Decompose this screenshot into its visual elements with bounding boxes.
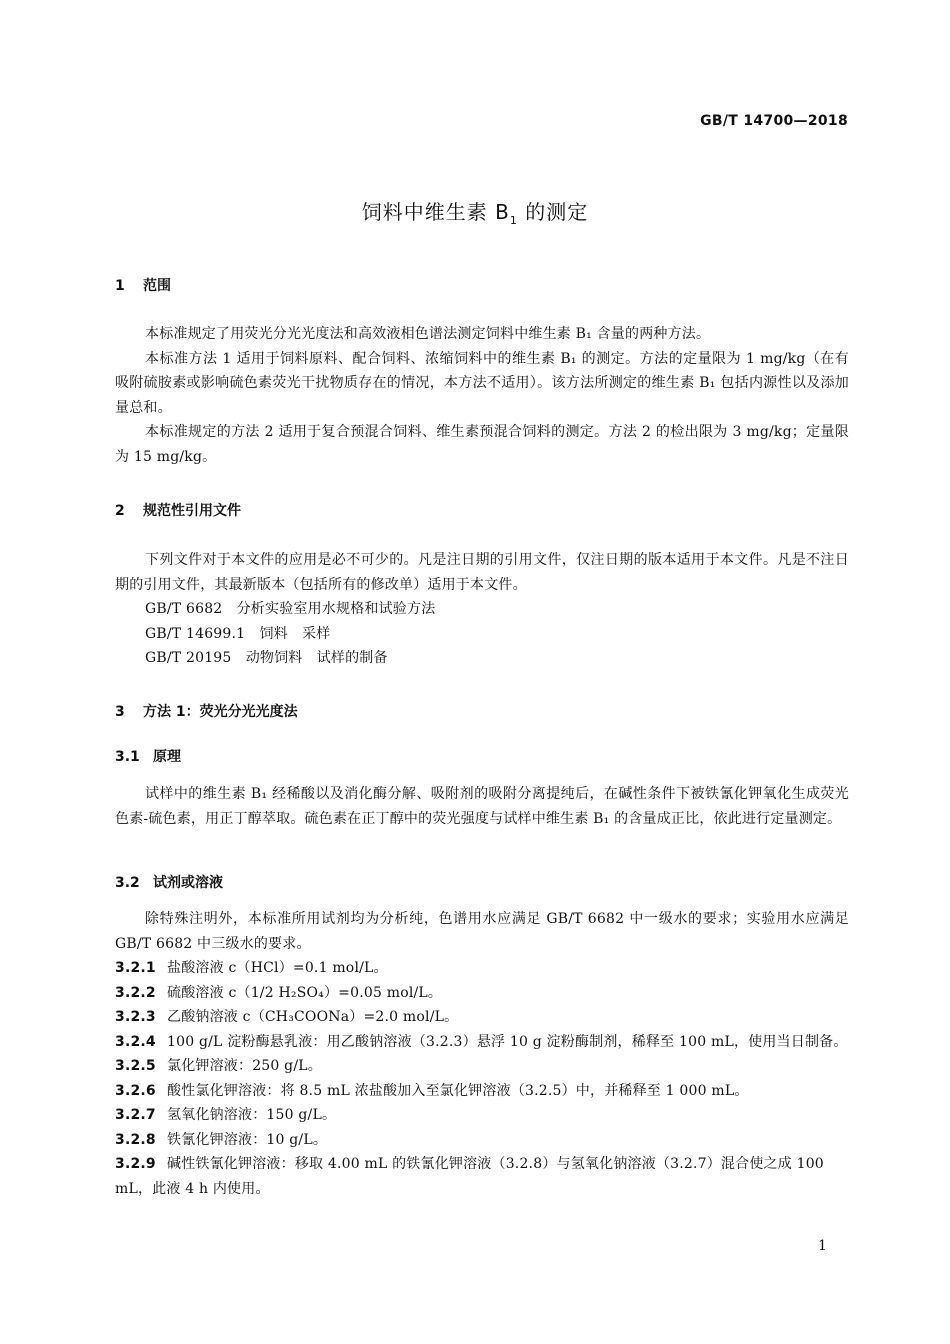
reagent-item bbox=[115, 956, 849, 981]
section-title: 原理 bbox=[153, 749, 181, 765]
item-text: 铁氰化钾溶液：10 g/L。 bbox=[167, 1131, 328, 1148]
section-3-1-body bbox=[115, 782, 849, 831]
item-number: 3.2.2 bbox=[115, 984, 156, 1001]
section-title: 试剂或溶液 bbox=[153, 875, 223, 891]
paragraph: 下列文件对于本文件的应用是必不可少的。凡是注日期的引用文件，仅注日期的版本适用于本文件。凡是不注日期的引用文件，其最新版本（包括所有的修改单）适用于本文件。 bbox=[115, 552, 849, 593]
item-text: 盐酸溶液 c（HCl）=0.1 mol/L。 bbox=[167, 960, 388, 976]
title-subscript: 1 bbox=[509, 214, 518, 227]
item-text: 硫酸溶液 c（1/2 H₂SO₄）=0.05 mol/L。 bbox=[167, 984, 443, 1001]
section-number: 3 bbox=[115, 704, 125, 720]
section-title: 规范性引用文件 bbox=[143, 503, 241, 519]
section-2-body bbox=[115, 548, 849, 671]
reagent-item bbox=[115, 1128, 849, 1153]
section-3-2-heading bbox=[115, 871, 849, 896]
item-text: 氯化钾溶液：250 g/L。 bbox=[167, 1058, 322, 1074]
item-number: 3.2.6 bbox=[115, 1082, 156, 1099]
section-number: 3.1 bbox=[115, 749, 140, 765]
paragraph: 本标准规定了用荧光分光光度法和高效液相色谱法测定饲料中维生素 B₁ 含量的两种方法。 bbox=[145, 326, 711, 342]
item-number: 3.2.1 bbox=[115, 960, 156, 976]
item-number: 3.2.8 bbox=[115, 1131, 156, 1148]
reagent-item bbox=[115, 1152, 849, 1201]
section-2-heading bbox=[115, 499, 849, 524]
section-number: 1 bbox=[115, 278, 125, 294]
section-3-heading bbox=[115, 700, 849, 725]
section-3-1-heading bbox=[115, 745, 849, 770]
section-1-body bbox=[115, 322, 849, 469]
paragraph: 试样中的维生素 B₁ 经稀酸以及消化酶分解、吸附剂的吸附分离提纯后，在碱性条件下被铁氰化钾氧化生成荧光色素-硫色素，用正丁醇萃取。硫色素在正丁醇中的荧光强度与试样中维生素 B₁ 的含量成正比，依此进行定量测定。 bbox=[115, 786, 849, 827]
section-title: 方法 1：荧光分光光度法 bbox=[143, 704, 298, 720]
item-text: 碱性铁氰化钾溶液：移取 4.00 mL 的铁氰化钾溶液（3.2.8）与氢氧化钠溶液（3.2.7）混合使之成 100 mL，此液 4 h 内使用。 bbox=[115, 1156, 824, 1197]
page-number: 1 bbox=[818, 1238, 827, 1254]
title-main: 饲料中维生素 B bbox=[361, 200, 510, 224]
reagent-item bbox=[115, 1005, 849, 1030]
item-number: 3.2.9 bbox=[115, 1156, 156, 1172]
reference-item: GB/T 20195 动物饲料 试样的制备 bbox=[145, 650, 388, 666]
reagent-item bbox=[115, 981, 849, 1006]
paragraph: 本标准规定的方法 2 适用于复合预混合饲料、维生素预混合饲料的测定。方法 2 的检出限为 3 mg/kg；定量限为 15 mg/kg。 bbox=[115, 424, 849, 465]
reagent-item bbox=[115, 1079, 849, 1104]
section-3-2-body bbox=[115, 907, 849, 1201]
standard-code: GB/T 14700—2018 bbox=[700, 113, 848, 129]
section-title: 范围 bbox=[143, 278, 171, 294]
reagent-item bbox=[115, 1103, 849, 1128]
title-tail: 的测定 bbox=[517, 200, 589, 224]
item-number: 3.2.4 bbox=[115, 1033, 156, 1050]
reagent-item bbox=[115, 1054, 849, 1079]
item-number: 3.2.5 bbox=[115, 1058, 156, 1074]
reagent-item bbox=[115, 1030, 849, 1055]
item-text: 酸性氯化钾溶液：将 8.5 mL 浓盐酸加入至氯化钾溶液（3.2.5）中，并稀释至 1 000 mL。 bbox=[167, 1082, 749, 1099]
section-number: 2 bbox=[115, 503, 125, 519]
reference-item: GB/T 6682 分析实验室用水规格和试验方法 bbox=[145, 601, 436, 617]
item-text: 乙酸钠溶液 c（CH₃COONa）=2.0 mol/L。 bbox=[167, 1009, 459, 1025]
page-title bbox=[0, 196, 950, 227]
paragraph: 本标准方法 1 适用于饲料原料、配合饲料、浓缩饲料中的维生素 B₁ 的测定。方法的定量限为 1 mg/kg（在有吸附硫胺素或影响硫色素荧光干扰物质存在的情况，本方法不适用）。该方法所测定的维生素 B₁ 包括内源性以及添加量总和。 bbox=[115, 350, 849, 416]
item-text: 100 g/L 淀粉酶悬乳液：用乙酸钠溶液（3.2.3）悬浮 10 g 淀粉酶制剂，稀释至 100 mL，使用当日制备。 bbox=[167, 1033, 848, 1050]
reference-item: GB/T 14699.1 饲料 采样 bbox=[145, 625, 331, 642]
item-number: 3.2.7 bbox=[115, 1107, 156, 1123]
section-number: 3.2 bbox=[115, 875, 140, 891]
section-1-heading bbox=[115, 274, 849, 299]
item-text: 氢氧化钠溶液：150 g/L。 bbox=[167, 1107, 337, 1123]
item-number: 3.2.3 bbox=[115, 1009, 156, 1025]
paragraph: 除特殊注明外，本标准所用试剂均为分析纯，色谱用水应满足 GB/T 6682 中一级水的要求；实验用水应满足 GB/T 6682 中三级水的要求。 bbox=[115, 911, 849, 952]
